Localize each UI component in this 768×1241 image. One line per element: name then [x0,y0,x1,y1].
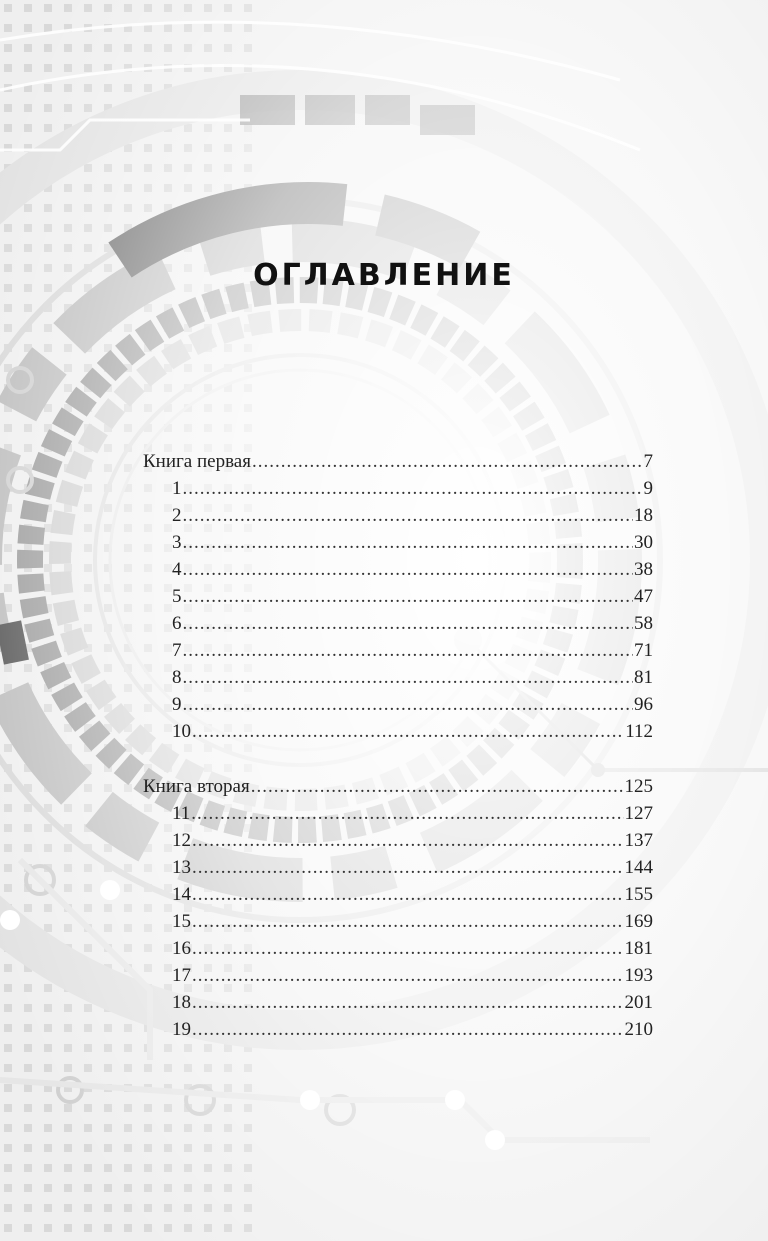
toc-entry-label: 10 [172,721,191,742]
toc-entry-label: 8 [172,667,182,688]
toc-entry-chapter[interactable] [172,557,653,583]
toc-leader-dots [192,828,624,854]
toc-entry-chapter[interactable] [172,990,653,1016]
toc-leader-dots [183,557,634,583]
toc-entry-label: 19 [172,1019,191,1040]
toc-page-number: 18 [634,505,653,526]
toc-leader-dots [251,774,624,800]
toc-entry-label: 5 [172,586,182,607]
toc-page-number: 30 [634,532,653,553]
toc-entry-label: 1 [172,478,182,499]
toc-entry-book-1[interactable] [143,449,653,475]
toc-entry-chapter[interactable] [172,719,653,745]
toc-leader-dots [183,638,634,664]
toc-entry-chapter[interactable] [172,665,653,691]
toc-page-number: 71 [634,640,653,661]
toc-page-number: 47 [634,586,653,607]
toc-entry-label: 7 [172,640,182,661]
toc-leader-dots [192,909,624,935]
toc-page-number: 96 [634,694,653,715]
toc-entry-chapter[interactable] [172,692,653,718]
toc-leader-dots [192,882,624,908]
toc-leader-dots [192,855,624,881]
toc-page-number: 144 [624,857,653,878]
toc-entry-chapter[interactable] [172,801,653,827]
toc-entry-label: 15 [172,911,191,932]
toc-page-number: 155 [624,884,653,905]
toc-entry-label: 2 [172,505,182,526]
toc-leader-dots [183,530,634,556]
toc-leader-dots [252,449,643,475]
toc-entry-label: 17 [172,965,191,986]
toc-entry-chapter[interactable] [172,828,653,854]
toc-page-number: 112 [625,721,653,742]
toc-entry-label: 3 [172,532,182,553]
toc-leader-dots [183,665,634,691]
toc-page-number: 201 [624,992,653,1013]
toc-entry-chapter[interactable] [172,584,653,610]
toc-page-number: 125 [624,776,653,797]
toc-leader-dots [183,476,643,502]
toc-page-number: 181 [624,938,653,959]
toc-page-number: 210 [624,1019,653,1040]
toc-entry-book-2[interactable] [143,774,653,800]
toc-entry-chapter[interactable] [172,611,653,637]
toc-entry-chapter[interactable] [172,936,653,962]
toc-entry-chapter[interactable] [172,638,653,664]
toc-page-number: 9 [643,478,653,499]
toc-entry-label: 14 [172,884,191,905]
toc-page-number: 7 [643,451,653,472]
toc-page-number: 81 [634,667,653,688]
toc-leader-dots [192,1017,624,1043]
toc-entry-label: 11 [172,803,191,824]
toc-entry-label: 9 [172,694,182,715]
toc-page-number: 58 [634,613,653,634]
toc-leader-dots [183,503,634,529]
toc-leader-dots [192,990,624,1016]
toc-entry-chapter[interactable] [172,476,653,502]
toc-entry-chapter[interactable] [172,503,653,529]
toc-entry-chapter[interactable] [172,1017,653,1043]
toc-leader-dots [191,801,623,827]
toc-leader-dots [183,692,634,718]
toc-entry-label: Книга вторая [143,776,250,797]
toc-entry-chapter[interactable] [172,530,653,556]
toc-leader-dots [183,584,634,610]
toc-entry-label: 18 [172,992,191,1013]
toc-page-number: 127 [624,803,653,824]
toc-page-number: 193 [624,965,653,986]
toc-entry-label: Книга первая [143,451,251,472]
toc-entry-label: 6 [172,613,182,634]
toc-leader-dots [192,963,624,989]
toc-entry-label: 13 [172,857,191,878]
toc-page-number: 38 [634,559,653,580]
toc-entry-chapter[interactable] [172,909,653,935]
toc-page-number: 169 [624,911,653,932]
toc-entry-chapter[interactable] [172,855,653,881]
page-title: ОГЛАВЛЕНИЕ [253,258,515,293]
toc-entry-chapter[interactable] [172,882,653,908]
toc-entry-chapter[interactable] [172,963,653,989]
toc-page-number: 137 [624,830,653,851]
toc-entry-label: 12 [172,830,191,851]
toc-leader-dots [192,936,624,962]
toc-entry-label: 4 [172,559,182,580]
toc-leader-dots [192,719,624,745]
toc-leader-dots [183,611,634,637]
toc-entry-label: 16 [172,938,191,959]
